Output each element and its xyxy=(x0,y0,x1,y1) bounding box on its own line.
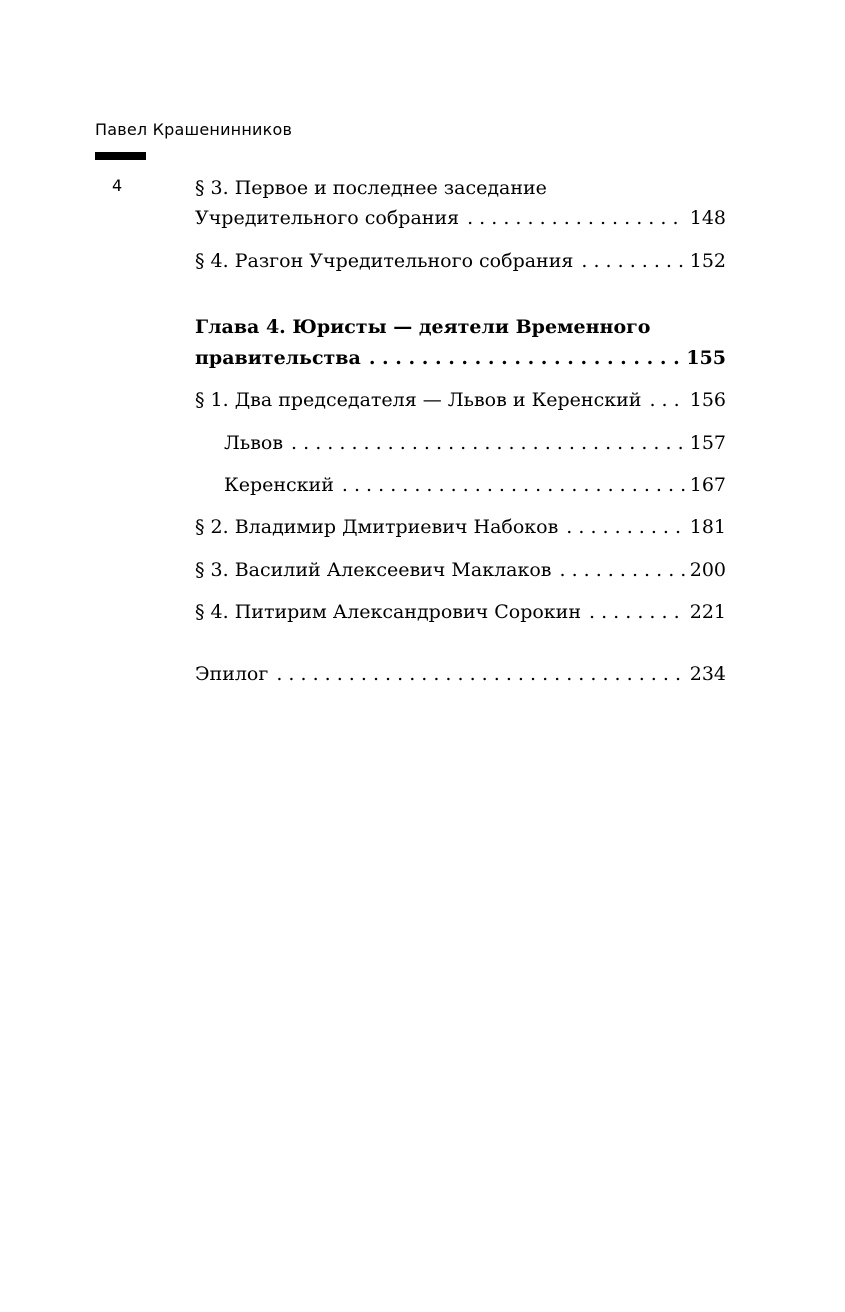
toc-chapter4-line1 xyxy=(195,314,726,340)
toc-entry-page: 200 xyxy=(689,559,726,581)
dot-leader xyxy=(649,387,685,413)
toc-entry-ch4-sec2 xyxy=(195,514,726,540)
dot-leader xyxy=(589,599,686,625)
toc-chapter-title: Глава 4. Юристы — деятели Временного xyxy=(195,316,651,338)
toc-entry-page: 221 xyxy=(689,601,726,623)
toc-entry-ch4-sec4 xyxy=(195,599,726,625)
toc-entry-page: 181 xyxy=(689,516,726,538)
running-head-author: Павел Крашенинников xyxy=(95,120,293,139)
dot-leader xyxy=(467,205,686,231)
toc-entry-ch4-sec3 xyxy=(195,557,726,583)
dot-leader xyxy=(291,430,686,456)
toc-entry-page: 148 xyxy=(689,207,726,229)
toc-entry-sec4 xyxy=(195,248,726,274)
toc-entry-epilogue xyxy=(195,661,726,687)
toc-entry-title: § 3. Василий Алексеевич Маклаков xyxy=(195,559,552,581)
dot-leader xyxy=(559,557,685,583)
toc-entry-ch4-sec1 xyxy=(195,387,726,413)
toc-entry-page: 156 xyxy=(689,389,726,411)
toc-subentry-lvov xyxy=(224,430,726,456)
page-number: 4 xyxy=(112,176,123,195)
toc-entry-sec3 xyxy=(195,205,726,231)
toc-entry-page: 152 xyxy=(689,250,726,272)
toc-subentry-page: 157 xyxy=(689,432,726,454)
toc-entry-title: § 1. Два председателя — Львов и Керенский xyxy=(195,389,642,411)
dot-leader xyxy=(566,514,685,540)
dot-leader xyxy=(342,472,686,498)
toc-entry-title: Эпилог xyxy=(195,663,269,685)
toc-entry-title: Учредительного собрания xyxy=(195,207,460,229)
toc-chapter4 xyxy=(195,345,726,371)
toc-chapter-page: 155 xyxy=(686,347,726,369)
dot-leader xyxy=(369,345,683,371)
toc-entry-sec3-line1 xyxy=(195,175,726,201)
toc-entry-page: 234 xyxy=(689,663,726,685)
toc-entry-title: § 3. Первое и последнее заседание xyxy=(195,177,547,199)
toc-subentry-title: Керенский xyxy=(224,474,334,496)
toc-subentry-page: 167 xyxy=(689,474,726,496)
dot-leader xyxy=(276,661,685,687)
header-rule xyxy=(95,152,146,160)
toc-chapter-title: правительства xyxy=(195,347,361,369)
toc-entry-title: § 4. Разгон Учредительного собрания xyxy=(195,250,574,272)
dot-leader xyxy=(581,248,685,274)
toc-subentry-title: Львов xyxy=(224,432,284,454)
toc-subentry-kerensky xyxy=(224,472,726,498)
toc-entry-title: § 2. Владимир Дмитриевич Набоков xyxy=(195,516,559,538)
toc-entry-title: § 4. Питирим Александрович Сорокин xyxy=(195,601,582,623)
